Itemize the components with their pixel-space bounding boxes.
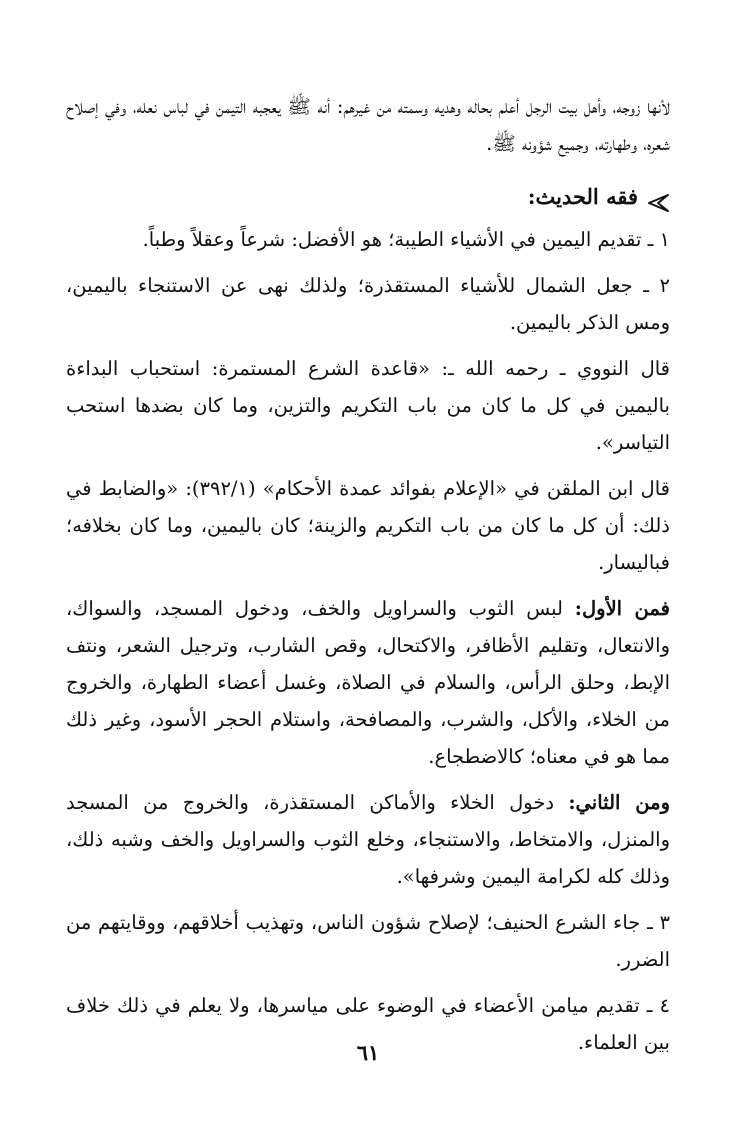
ibn-mulaqqin-quote: قال ابن الملقن في «الإعلام بفوائد عمدة الأحكام» (٣٩٢/١): «والضابط في ذلك: أن كل ما كان من باب التكريم والزينة؛ كان باليمين، وما كان بخلافه؛ فباليسار. — [66, 477, 670, 574]
first-category-text: لبس الثوب والسراويل والخف، ودخول المسجد، والسواك، والانتعال، وتقليم الأظافر، والاكتحال، وقص الشارب، وترجيل الشعر، ونتف الإبط، وحلق الرأس، والسلام في الصلاة، وغسل أعضاء الطهارة، والخروج من الخلاء، والأكل، والشرب، والمصافحة، واستلام الحجر الأسود، وغير ذلك مما هو في معناه؛ كالاضطجاع. — [66, 597, 670, 768]
point-2: ٢ ـ جعل الشمال للأشياء المستقذرة؛ ولذلك نهى عن الاستنجاء باليمين، ومس الذكر باليمين. — [66, 274, 670, 334]
page-number: ٦١ — [356, 1040, 380, 1065]
point-1: ١ ـ تقديم اليمين في الأشياء الطيبة؛ هو الأفضل: شرعاً وعقلاً وطباً. — [142, 228, 670, 251]
point-3: ٣ ـ جاء الشرع الحنيف؛ لإصلاح شؤون الناس، وتهذيب أخلاقهم، ووقايتهم من الضرر. — [66, 911, 670, 971]
heading-text: فقه الحديث: — [527, 184, 638, 209]
second-category-text: دخول الخلاء والأماكن المستقذرة، والخروج من المسجد والمنزل، والامتخاط، والاستنجاء، وخلع الثوب والسراويل والخف وشبه ذلك، وذلك كله لكرامة اليمين وشرفها». — [66, 791, 670, 888]
first-category — [66, 590, 670, 775]
left-arrow-icon — [646, 187, 670, 207]
point-4: ٤ ـ تقديم ميامن الأعضاء في الوضوء على مياسرها، ولا يعلم في ذلك خلاف بين العلماء. — [66, 994, 670, 1054]
page-body — [66, 88, 670, 1070]
second-category — [66, 784, 670, 895]
intro-paragraph: لأنها زوجه، وأهل بيت الرجل أعلم بحاله وهديه وسمته من غيرهم: أنه ﷺ يعجبه التيمن في لباس نعله، وفي إصلاح شعره، وطهارته، وجميع شؤونه ﷺ. — [66, 95, 670, 155]
first-category-lead: فمن الأول: — [574, 597, 670, 620]
section-heading — [66, 178, 670, 215]
nawawi-quote: قال النووي ـ رحمه الله ـ: «قاعدة الشرع المستمرة: استحباب البداءة باليمين في كل ما كان من باب التكريم والتزين، وما كان بضدها استحب التياسر». — [66, 357, 670, 454]
second-category-lead: ومن الثاني: — [568, 791, 670, 814]
